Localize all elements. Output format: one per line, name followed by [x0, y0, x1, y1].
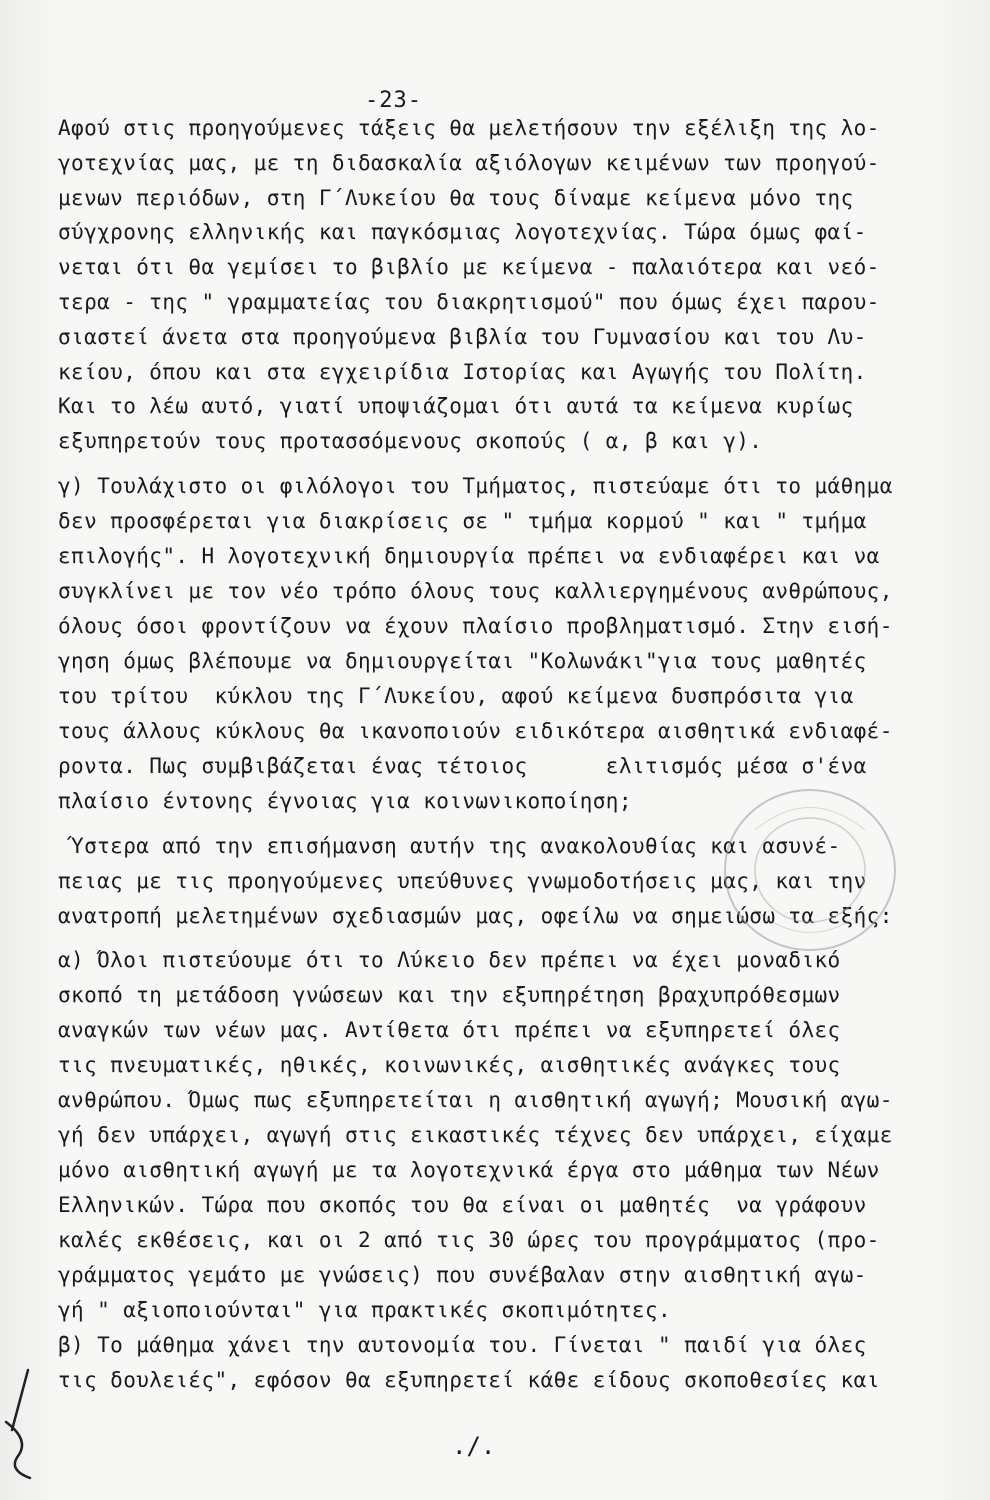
text-line: α) Όλοι πιστεύουμε ότι το Λύκειο δεν πρέπει να έχει μοναδικό [58, 948, 841, 972]
text-line: γράμματος γεμάτο με γνώσεις) που συνέβαλαν στην αισθητική αγω- [58, 1263, 867, 1287]
continuation-mark: ./. [452, 1432, 496, 1460]
text-line: εξυπηρετούν τους προτασσόμενους σκοπούς ( α, β και γ). [58, 429, 763, 453]
margin-pen-mark [0, 1360, 40, 1480]
text-line: συγκλίνει με τον νέο τρόπο όλους τους καλλιεργημένους ανθρώπους, [58, 579, 893, 603]
text-line: Ελληνικών. Τώρα που σκοπός του θα είναι οι μαθητές να γράφουν [58, 1193, 867, 1217]
text-line: ανθρώπου. Όμως πως εξυπηρετείται η αισθητική αγωγή; Μουσική αγω- [58, 1088, 893, 1112]
text-line: γηση όμως βλέπουμε να δημιουργείται "Κολωνάκι"για τους μαθητές [58, 649, 867, 673]
text-line: Και το λέω αυτό, γιατί υποψιάζομαι ότι αυτά τα κείμενα κυρίως [58, 394, 854, 418]
text-line: κείου, όπου και στα εγχειρίδια Ιστορίας και Αγωγής του Πολίτη. [58, 360, 867, 384]
text-line: όλους όσοι φροντίζουν να έχουν πλαίσιο προβληματισμό. Στην εισή- [58, 614, 893, 638]
text-line: του τρίτου κύκλου της Γ΄Λυκείου, αφού κείμενα δυσπρόσιτα για [58, 684, 854, 708]
text-line: επιλογής". Η λογοτεχνική δημιουργία πρέπει να ενδιαφέρει και να [58, 544, 880, 568]
text-line: β) Το μάθημα χάνει την αυτονομία του. Γίνεται " παιδί για όλες [58, 1333, 867, 1357]
text-line: καλές εκθέσεις, και οι 2 από τις 30 ώρες του προγράμματος (προ- [58, 1228, 880, 1252]
text-line: τις πνευματικές, ηθικές, κοινωνικές, αισθητικές ανάγκες τους [58, 1053, 841, 1077]
text-line: τις δουλειές", εφόσον θα εξυπηρετεί κάθε είδους σκοποθεσίες και [58, 1368, 880, 1392]
text-line: σύγχρονης ελληνικής και παγκόσμιας λογοτεχνίας. Τώρα όμως φαί- [58, 220, 867, 244]
text-line: τερα - της " γραμματείας του διακρητισμού" που όμως έχει παρου- [58, 290, 880, 314]
text-line: ροντα. Πως συμβιβάζεται ένας τέτοιος ελιτισμός μέσα σ'ένα [58, 754, 867, 778]
text-line: σιαστεί άνετα στα προηγούμενα βιβλία του Γυμνασίου και του Λυ- [58, 325, 867, 349]
text-line: πλαίσιο έντονης έγνοιας για κοινωνικοποίηση; [58, 789, 632, 813]
text-line: μόνο αισθητική αγωγή με τα λογοτεχνικά έργα στο μάθημα των Νέων [58, 1158, 880, 1182]
stamp-seal [660, 770, 920, 970]
text-line: αναγκών των νέων μας. Αντίθετα ότι πρέπει να εξυπηρετεί όλες [58, 1018, 841, 1042]
text-line: Ύστερα από την επισήμανση αυτήν της ανακολουθίας και ασυνέ- [58, 834, 841, 858]
text-line: σκοπό τη μετάδοση γνώσεων και την εξυπηρέτηση βραχυπρόθεσμων [58, 983, 841, 1007]
text-line: τους άλλους κύκλους θα ικανοποιούν ειδικότερα αισθητικά ενδιαφέ- [58, 719, 893, 743]
text-line: μενων περιόδων, στη Γ΄Λυκείου θα τους δίναμε κείμενα μόνο της [58, 186, 854, 210]
text-line: ανατροπή μελετημένων σχεδιασμών μας, οφείλω να σημειώσω τα εξής: [58, 904, 893, 928]
text-line: Αφού στις προηγούμενες τάξεις θα μελετήσουν την εξέλιξη της λο- [58, 116, 880, 140]
text-line: πειας με τις προηγούμενες υπεύθυνες γνωμοδοτήσεις μας, και την [58, 869, 867, 893]
text-line: γοτεχνίας μας, με τη διδασκαλία αξιόλογων κειμένων των προηγού- [58, 151, 880, 175]
page-number: -23- [365, 88, 422, 113]
text-line: νεται ότι θα γεμίσει το βιβλίο με κείμενα - παλαιότερα και νεό- [58, 255, 880, 279]
text-line: δεν προσφέρεται για διακρίσεις σε " τμήμα κορμού " και " τμήμα [58, 509, 867, 533]
text-line: γή δεν υπάρχει, αγωγή στις εικαστικές τέχνες δεν υπάρχει, είχαμε [58, 1123, 893, 1147]
text-line: γή " αξιοποιούνται" για πρακτικές σκοπιμότητες. [58, 1298, 672, 1322]
text-line: γ) Τουλάχιστο οι φιλόλογοι του Τμήματος, πιστεύαμε ότι το μάθημα [58, 474, 893, 498]
